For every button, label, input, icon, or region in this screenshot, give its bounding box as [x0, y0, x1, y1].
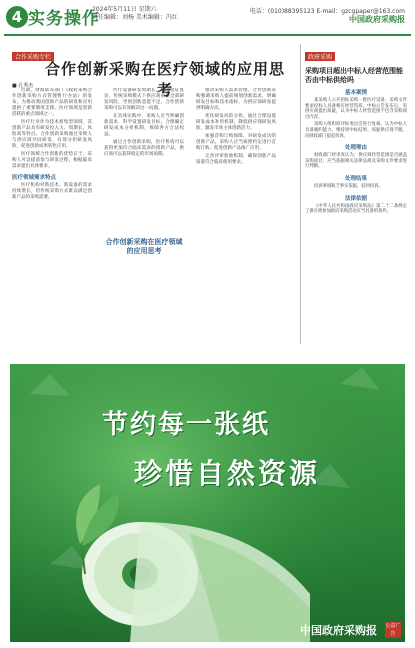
paragraph: 采购人组织原评标委员会进行复核，认为中标人具备履约能力，维持原中标结果。质疑供应商不服，向财政部门提起投诉。	[305, 122, 407, 139]
byline: ■ 孔秀杰	[12, 83, 34, 89]
paragraph: 《中华人民共和国政府采购法》第二十二条规定了供应商参加政府采购活动应当具备的条件。	[305, 203, 407, 215]
poster-slogan-line-1: 节约每一张纸	[102, 410, 271, 440]
side-subheading: 处理理由	[344, 145, 367, 152]
main-headline: 合作创新采购在医疗领域的应用思考	[44, 60, 285, 99]
header-brand: 中国政府采购报	[349, 14, 405, 24]
footer-brand: 中国政府采购报	[300, 624, 377, 637]
paragraph: 完善评审验收机制，确保创新产品质量符合临床使用要求。	[196, 154, 276, 165]
section-number-badge: 4	[6, 6, 28, 28]
column-divider	[300, 44, 301, 344]
paragraph: 通过合作创新采购，医疗机构可以获得更加符合临床需求的创新产品，供应商可以获得稳定的市场预期。	[104, 140, 184, 157]
paragraph: 投诉事项缺乏事实依据，驳回投诉。	[314, 183, 383, 189]
paragraph: 优化研发风险分担。通过合理设置研发成本补偿机制，降低供应商研发风险，激发市场主体创新活力。	[196, 114, 276, 131]
public-service-poster	[10, 364, 405, 642]
header-date: 2024年5月11日 星期六	[92, 6, 157, 13]
side-headline: 采购项目超出中标人经营范围能否由中标供给吗	[305, 66, 403, 84]
side-article	[305, 44, 407, 342]
paragraph: 推动采购人需求管理。合作创新采购强调采购人提前规划创新需求，明确研发目标和技术指标，为供应商研发提供明确方向。	[196, 88, 276, 111]
column-tag-label: 合作采购专栏	[12, 52, 54, 61]
side-subheading: 基本案情	[344, 90, 367, 96]
article-column-2	[104, 88, 184, 358]
psa-tag: 公益广告	[385, 623, 401, 637]
subheading: 医疗领域需求特点	[12, 175, 57, 181]
header-contact: 电话：(010)88395123 E-mail：gzcgpaper@163.com	[249, 8, 405, 15]
paragraph: 医疗行业作为技术密集型领域，其创新产品具有研发投入大、周期长、风险高等特点。合作创新采购通过采购人与供应商共同研发，有效分担研发风险，促进创新成果转化应用。	[12, 120, 92, 149]
paragraph: 医疗领域合作创新的优势在于，采购人可以提前参与研发过程，根据临床需求提出具体要求。	[12, 152, 92, 169]
page-header	[4, 2, 411, 38]
side-subheading: 处理结果	[344, 175, 367, 182]
paragraph: 在具体实践中，采购人应当明确创新需求，科学设置研发目标，合理确定研发成本分担机制，保障各方合法权益。	[104, 114, 184, 137]
paragraph: 加强首购订购保障。对研发成功的创新产品，采购人应当按照约定进行首购订购，促进创新产品推广应用。	[196, 134, 276, 151]
section-title: 实务操作	[28, 9, 100, 29]
header-editors: 责任编辑：刘杨 美术编辑：冯红	[92, 14, 178, 21]
paragraph: 医疗设备研发周期长，临床验证复杂，传统采购模式下供应商承担全部研发风险，导致创新意愿不足。合作创新采购可以有效解决这一问题。	[104, 88, 184, 111]
paragraph: 财政部门经审查认为，供应商经营范围是否涵盖采购项目，应当依据相关法律法规及采购文件要求进行判断。	[305, 153, 407, 170]
header-meta	[92, 6, 178, 22]
header-rule	[4, 34, 411, 36]
paragraph: 医疗机构对新技术、新设备的需求持续增长，但传统采购方式难以满足创新产品的采购需要。	[12, 183, 92, 200]
poster-slogan-line-2: 珍惜自然资源	[134, 457, 321, 490]
paragraph: 近期，财政部等部门《政府采购合作创新采购方式管理暂行办法》的发布，为推动我国创新产品的研发和应用提供了重要制度支撑。医疗领域是创新活跃的重点领域之一。	[12, 88, 92, 117]
side-subheading: 法律依据	[344, 195, 367, 202]
side-column-tag: 政府采购	[305, 52, 335, 61]
paragraph: 某采购人公开招标采购一批医疗设备，采购文件要求投标人具备相应经营资质。中标公告发布后，有供应商提出质疑，认为中标人经营范围不包含采购项目内容。	[305, 98, 407, 120]
inline-subheading: 合作创新采购在医疗领域的应用思考	[105, 237, 183, 255]
article-column-1	[12, 88, 92, 358]
article-column-3	[196, 88, 276, 358]
